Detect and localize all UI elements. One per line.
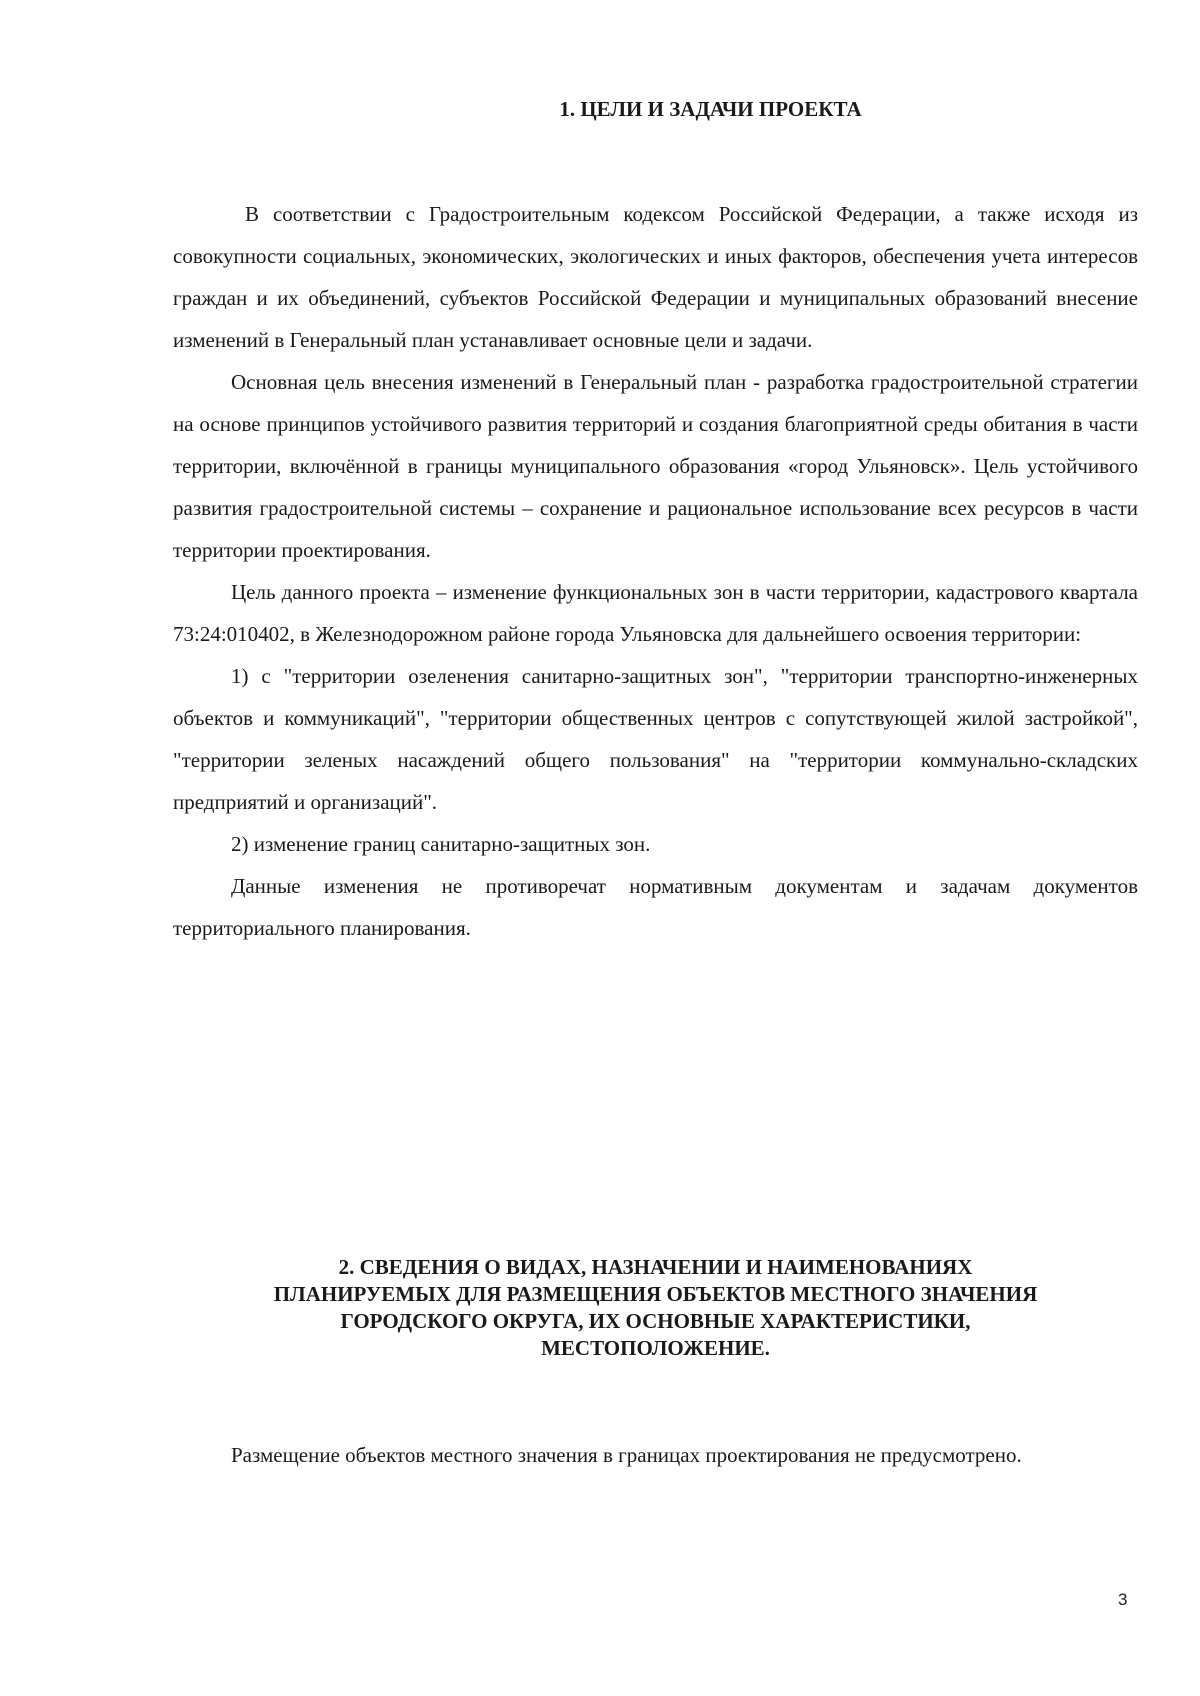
section-2-body bbox=[173, 1434, 1138, 1476]
section-2-title-line: ПЛАНИРУЕМЫХ ДЛЯ РАЗМЕЩЕНИЯ ОБЪЕКТОВ МЕСТНОГО ЗНАЧЕНИЯ bbox=[273, 1282, 1038, 1306]
paragraph-6: Данные изменения не противоречат нормативным документам и задачам документов территориального планирования. bbox=[173, 874, 1138, 940]
document-page bbox=[173, 95, 1138, 949]
page-number: 3 bbox=[1118, 1590, 1128, 1609]
section-2-title-line: ГОРОДСКОГО ОКРУГА, ИХ ОСНОВНЫЕ ХАРАКТЕРИСТИКИ, bbox=[340, 1309, 971, 1333]
section-1-title: 1. ЦЕЛИ И ЗАДАЧИ ПРОЕКТА bbox=[559, 97, 862, 121]
paragraph-5-list-item-2: 2) изменение границ санитарно-защитных зон. bbox=[231, 832, 651, 856]
section-1-body bbox=[173, 193, 1138, 949]
section-2-title-line: МЕСТОПОЛОЖЕНИЕ. bbox=[541, 1336, 770, 1360]
section-2-title bbox=[173, 1254, 1138, 1362]
paragraph-2: Основная цель внесения изменений в Генеральный план - разработка градостроительной стратегии на основе принципов устойчивого развития территорий и создания благоприятной среды обитания в части территории, включённой в границы муниципального образования «город Ульяновск». Цель устойчивого развития градостроительной системы – сохранение и рациональное использование всех ресурсов в части территории проектирования. bbox=[173, 370, 1138, 562]
paragraph-3: Цель данного проекта – изменение функциональных зон в части территории, кадастрового квартала 73:24:010402, в Железнодорожном районе города Ульяновска для дальнейшего освоения территории: bbox=[173, 580, 1138, 646]
section-2-title-line: 2. СВЕДЕНИЯ О ВИДАХ, НАЗНАЧЕНИИ И НАИМЕНОВАНИЯХ bbox=[338, 1255, 973, 1279]
paragraph-4-list-item-1: 1) с "территории озеленения санитарно-защитных зон", "территории транспортно-инженерных объектов и коммуникаций", "территории общественных центров с сопутствующей жилой застройкой", "территории зеленых насаждений общего пользования" на "территории коммунально-складских предприятий и организаций". bbox=[173, 664, 1138, 814]
section-2-paragraph: Размещение объектов местного значения в границах проектирования не предусмотрено. bbox=[231, 1443, 1022, 1467]
paragraph-1: В соответствии с Градостроительным кодексом Российской Федерации, а также исходя из совокупности социальных, экономических, экологических и иных факторов, обеспечения учета интересов граждан и их объединений, субъектов Российской Федерации и муниципальных образований внесение изменений в Генеральный план устанавливает основные цели и задачи. bbox=[173, 202, 1138, 352]
